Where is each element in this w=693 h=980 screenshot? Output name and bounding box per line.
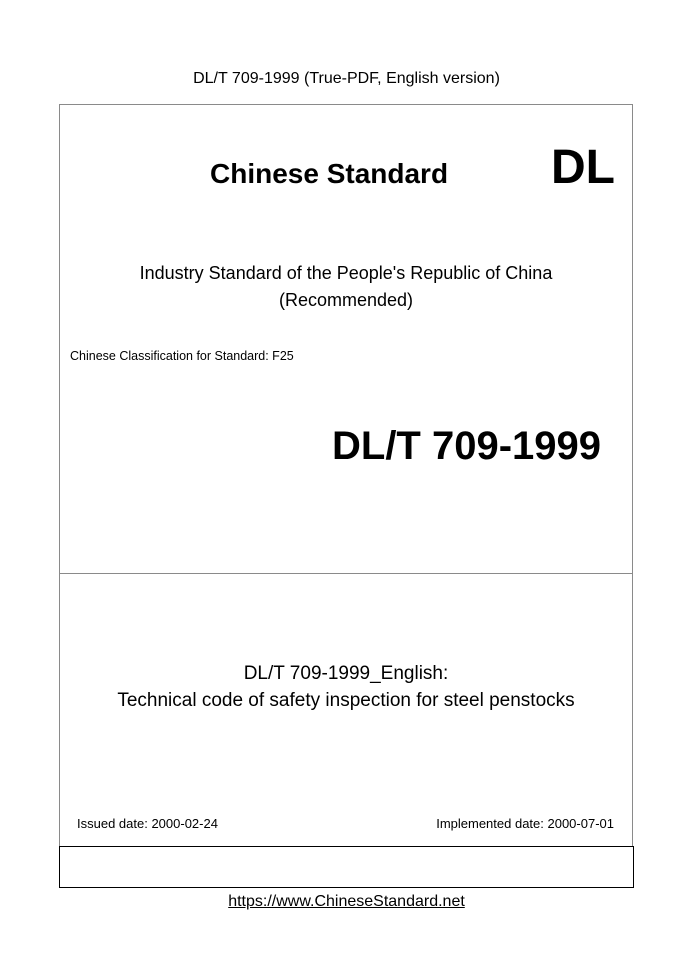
dl-mark: DL <box>551 141 615 194</box>
implemented-date: Implemented date: 2000-07-01 <box>436 816 614 831</box>
standard-type-heading: Chinese Standard <box>210 158 449 189</box>
footer-link-container <box>0 893 693 911</box>
document-title-line-1: DL/T 709-1999_English: <box>243 663 449 684</box>
cover-footer-frame <box>59 846 634 888</box>
page-header-title: DL/T 709-1999 (True-PDF, English version) <box>193 70 500 87</box>
industry-line-2: (Recommended) <box>278 290 414 310</box>
classification-text: Chinese Classification for Standard: F25 <box>70 349 294 363</box>
standard-number: DL/T 709-1999 <box>332 424 602 468</box>
industry-line-1: Industry Standard of the People's Republic of China <box>139 263 553 283</box>
document-title-line-2: Technical code of safety inspection for steel penstocks <box>117 690 575 711</box>
document-title <box>59 660 633 714</box>
issued-date: Issued date: 2000-02-24 <box>77 816 218 831</box>
website-link[interactable]: https://www.ChineseStandard.net <box>228 893 465 910</box>
industry-standard-statement <box>59 260 633 314</box>
